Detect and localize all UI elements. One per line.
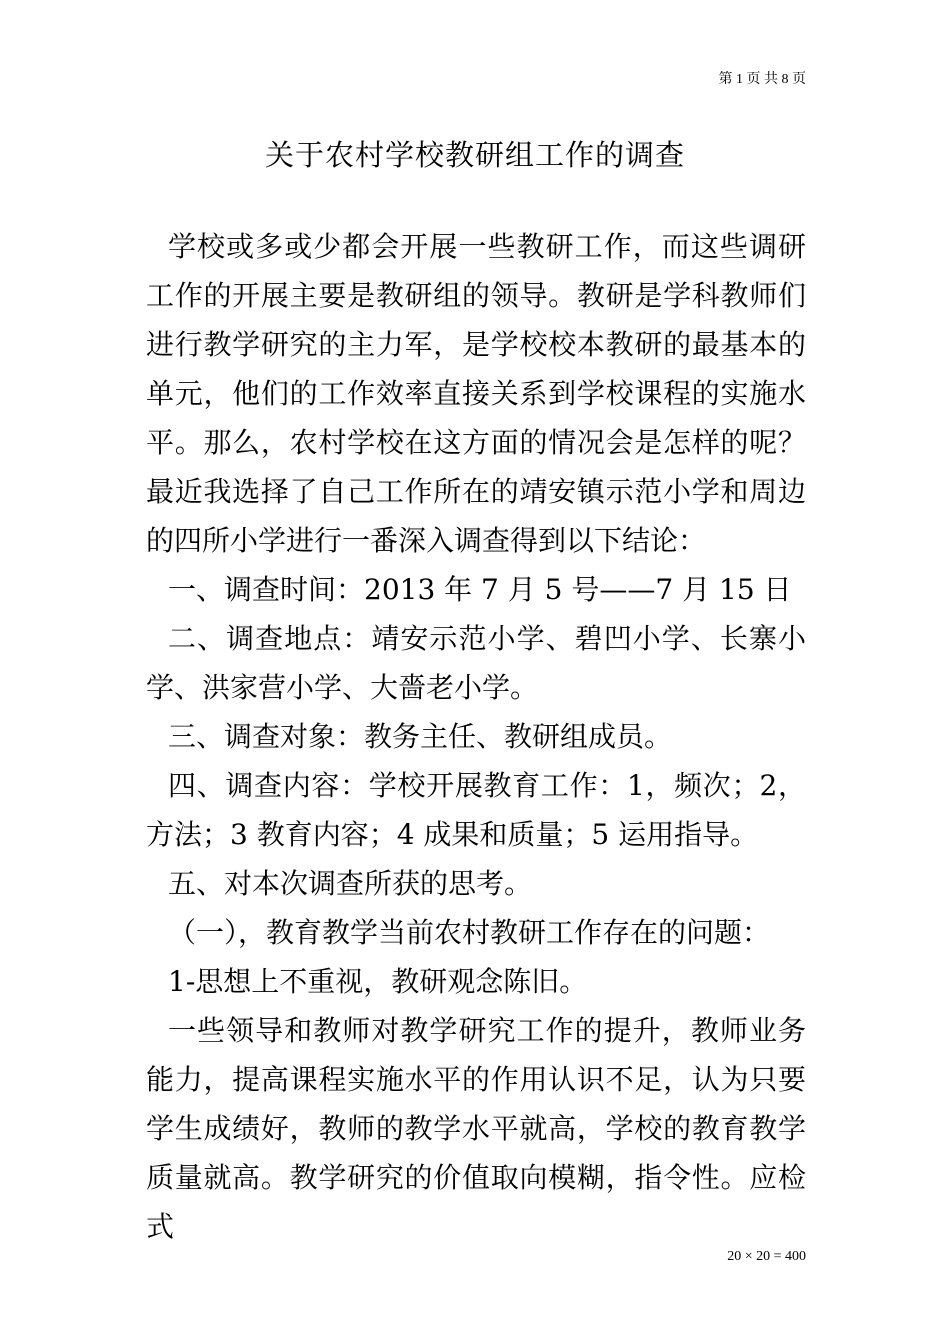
page-number-header: 第 1 页 共 8 页 <box>718 72 806 87</box>
paragraph-problem-1-detail: 一些领导和教师对教学研究工作的提升，教师业务能力，提高课程实施水平的作用认识不足，认为只要学生成绩好，教师的教学水平就高，学校的教育教学质量就高。教学研究的价值取向模糊，指令性。应检式 <box>146 1014 806 1243</box>
paragraph-problems-heading: （一），教育教学当前农村教研工作存在的问题： <box>168 916 771 949</box>
paragraph-survey-content: 四、调查内容：学校开展教育工作：1，频次；2，方法；3 教育内容；4 成果和质量；5 运用指导。 <box>146 769 806 851</box>
paragraph-reflection: 五、对本次调查所获的思考。 <box>168 867 533 900</box>
page-footer: 20 × 20 = 400 <box>727 1249 806 1264</box>
document-body <box>146 222 806 1251</box>
paragraph-intro: 学校或多或少都会开展一些教研工作，而这些调研工作的开展主要是教研组的领导。教研是学科教师们进行教学研究的主力军，是学校校本教研的最基本的单元，他们的工作效率直接关系到学校课程的实施水平。那么，农村学校在这方面的情况会是怎样的呢？最近我选择了自己工作所在的靖安镇示范小学和周边的四所小学进行一番深入调查得到以下结论： <box>146 230 806 557</box>
document-title: 关于农村学校教研组工作的调查 <box>264 138 685 172</box>
paragraph-survey-time: 一、调查时间：2013 年 7 月 5 号——7 月 15 日 <box>168 573 792 606</box>
paragraph-problem-1: 1-思想上不重视，教研观念陈旧。 <box>168 965 588 998</box>
paragraph-survey-location: 二、调查地点：靖安示范小学、碧凹小学、长寨小学、洪家营小学、大嗇老小学。 <box>146 622 806 704</box>
paragraph-survey-subjects: 三、调查对象：教务主任、教研组成员。 <box>168 720 673 753</box>
